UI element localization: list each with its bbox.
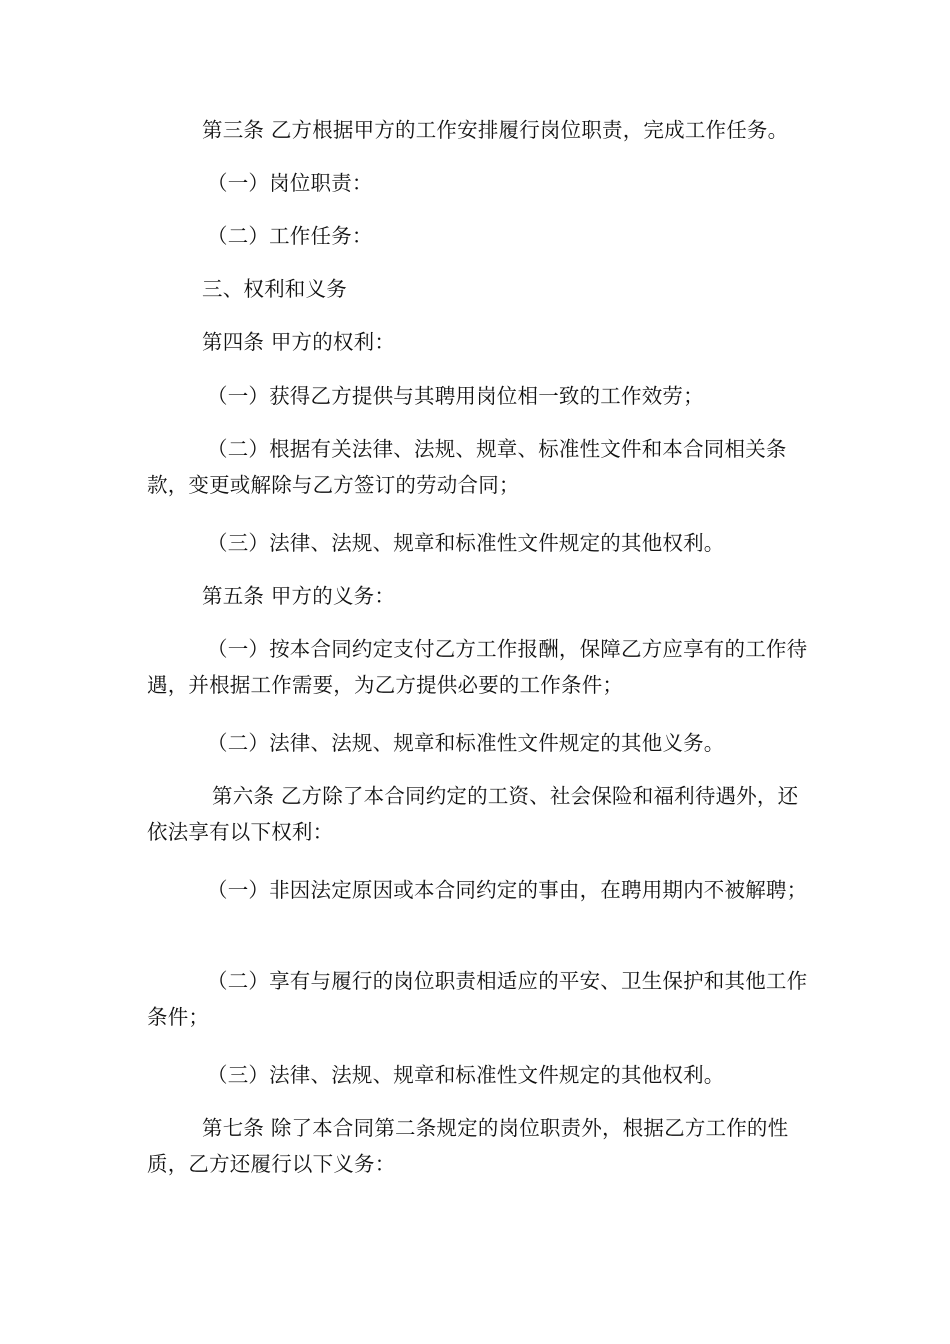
article-5-item-1: （一）按本合同约定支付乙方工作报酬，保障乙方应享有的工作待遇，并根据工作需要，为乙方提供必要的工作条件； <box>147 637 808 697</box>
article-4-item-1: （一）获得乙方提供与其聘用岗位相一致的工作效劳； <box>207 384 704 408</box>
article-6-item-1: （一）非因法定原因或本合同约定的事由，在聘用期内不被解聘； <box>207 878 808 902</box>
section-3-heading: 三、权利和义务 <box>202 277 347 301</box>
article-6-item-3: （三）法律、法规、规章和标准性文件规定的其他权利。 <box>207 1063 725 1087</box>
article-5-paragraph: 第五条 甲方的义务： <box>202 584 396 608</box>
article-3-item-1: （一）岗位职责： <box>207 171 373 195</box>
article-3-paragraph: 第三条 乙方根据甲方的工作安排履行岗位职责，完成工作任务。 <box>202 118 789 142</box>
article-6-paragraph: 第六条 乙方除了本合同约定的工资、社会保险和福利待遇外，还依法享有以下权利： <box>147 784 799 844</box>
article-4-item-2: （二）根据有关法律、法规、规章、标准性文件和本合同相关条款，变更或解除与乙方签订的劳动合同； <box>147 437 787 497</box>
article-5-item-2: （二）法律、法规、规章和标准性文件规定的其他义务。 <box>207 731 725 755</box>
article-3-item-2: （二）工作任务： <box>207 224 373 248</box>
article-6-item-2: （二）享有与履行的岗位职责相适应的平安、卫生保护和其他工作条件； <box>147 969 808 1029</box>
article-4-paragraph: 第四条 甲方的权利： <box>202 330 396 354</box>
article-4-item-3: （三）法律、法规、规章和标准性文件规定的其他权利。 <box>207 531 725 555</box>
article-7-paragraph: 第七条 除了本合同第二条规定的岗位职责外，根据乙方工作的性质，乙方还履行以下义务： <box>147 1116 789 1176</box>
